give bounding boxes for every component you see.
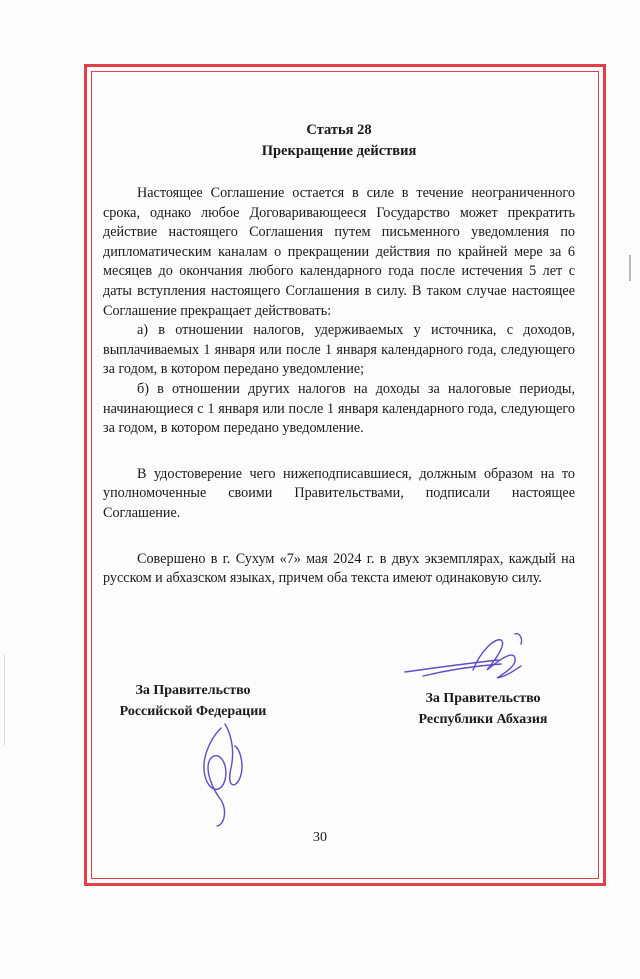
paragraph-clause-a: а) в отношении налогов, удерживаемых у источника, с доходов, выплачиваемых 1 января или после 1 января календарного года, следующего за годом, в котором передано уведомление; xyxy=(103,322,575,378)
signatory-russia-line1: За Правительство xyxy=(135,683,251,698)
page-number: 30 xyxy=(313,830,327,845)
scan-artifact xyxy=(629,255,631,281)
scan-artifact-left xyxy=(4,655,5,745)
signatory-abkhazia-line1: За Правительство xyxy=(425,691,541,706)
signature-russia-mark xyxy=(191,720,251,830)
paragraph-witness: В удостоверение чего нижеподписавшиеся, должным образом на то уполномоченные своими Правительствами, подписали настоящее Соглашение. xyxy=(103,465,575,521)
signature-section xyxy=(103,680,575,820)
paragraph-done-at: Совершено в г. Сухум «7» мая 2024 г. в двух экземплярах, каждый на русском и абхазском языках, причем оба текста имеют одинаковую силу. xyxy=(103,550,575,587)
signatory-abkhazia-line2: Республики Абхазия xyxy=(418,712,548,727)
document-body xyxy=(103,120,575,589)
article-subtitle: Прекращение действия xyxy=(261,143,417,159)
signatory-russia-line2: Российской Федерации xyxy=(119,704,267,719)
paragraph-termination: Настоящее Соглашение остается в силе в течение неограниченного срока, однако любое Договаривающееся Государство может прекратить действие настоящего Соглашения путем письменного уведомления по дипломатическим каналам о прекращении действия по крайней мере за 6 месяцев до окончания любого календарного года после истечения 5 лет с даты вступления настоящего Соглашения в силу. В таком случае настоящее Соглашение прекращает действовать: xyxy=(103,185,575,319)
signatory-abkhazia xyxy=(383,688,583,730)
paragraph-clause-b: б) в отношении других налогов на доходы за налоговые периоды, начинающиеся с 1 января или после 1 января календарного года, следующего за годом, в котором передано уведомление. xyxy=(103,380,575,437)
article-title: Статья 28 xyxy=(306,122,372,138)
signature-abkhazia-mark xyxy=(403,630,533,690)
signatory-russia xyxy=(103,680,283,722)
